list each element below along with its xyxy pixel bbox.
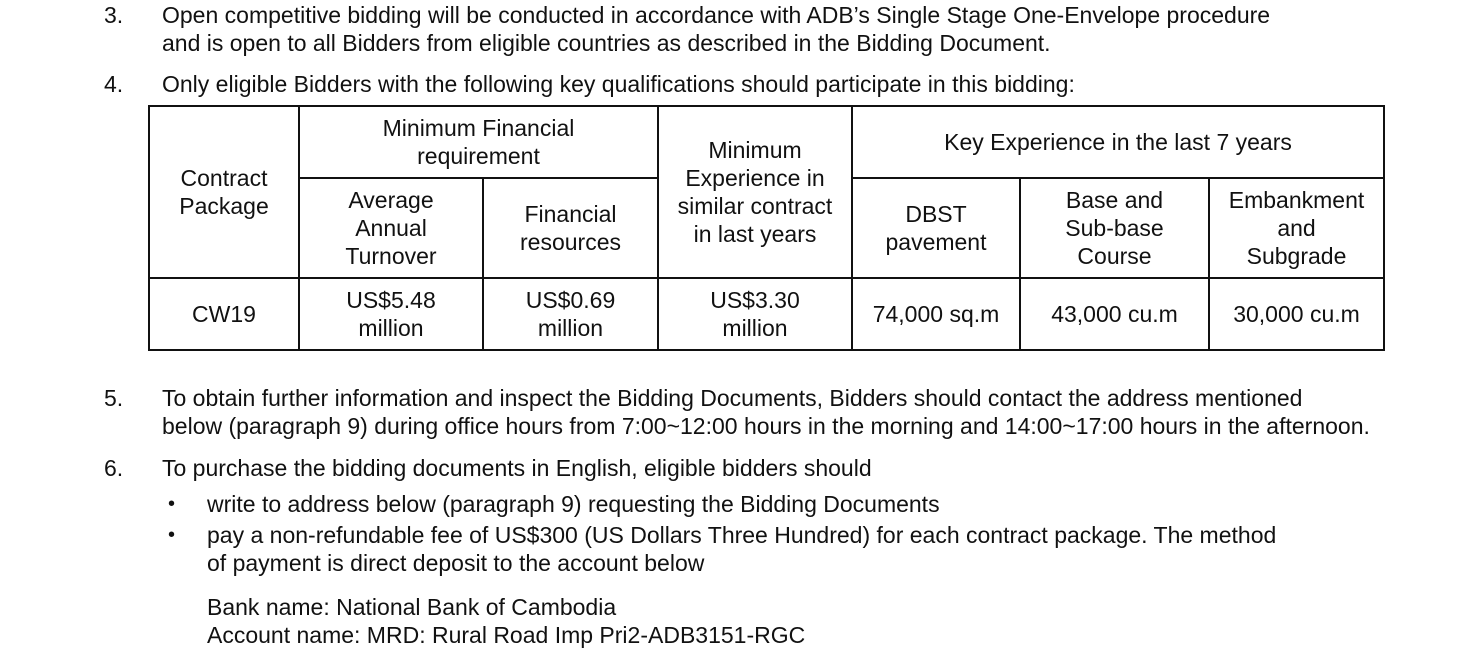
header-base-and-sub-base-course: Base and Sub-base Course [1020, 178, 1209, 278]
bullet-2-text-line-2: of payment is direct deposit to the account below [207, 550, 705, 576]
qualification-table [148, 105, 1385, 351]
item-5-text-line-1: To obtain further information and inspect the Bidding Documents, Bidders should contact the address mentioned [162, 385, 1303, 411]
item-4-text: Only eligible Bidders with the following key qualifications should participate in this bidding: [162, 71, 1075, 97]
header-minimum-financial-requirement: Minimum Financial requirement [299, 106, 658, 178]
item-3-number: 3. [104, 2, 124, 28]
header-dbst-pavement: DBST pavement [852, 178, 1020, 278]
item-3-text-line-1: Open competitive bidding will be conducted in accordance with ADB’s Single Stage One-Envelope procedure [162, 2, 1271, 28]
bullet-1-text: write to address below (paragraph 9) requesting the Bidding Documents [207, 491, 940, 517]
cell-financial-resources: US$0.69 million [483, 278, 658, 350]
header-key-experience: Key Experience in the last 7 years [852, 106, 1384, 178]
bank-name: Bank name: National Bank of Cambodia [207, 594, 617, 620]
bullet-1-marker: • [168, 493, 176, 515]
bullet-2-text-line-1: pay a non-refundable fee of US$300 (US Dollars Three Hundred) for each contract package. The method [207, 522, 1277, 548]
header-contract-package: Contract Package [149, 106, 299, 278]
item-6-text: To purchase the bidding documents in English, eligible bidders should [162, 455, 872, 481]
header-average-annual-turnover: Average Annual Turnover [299, 178, 483, 278]
item-4-number: 4. [104, 71, 124, 97]
cell-average-annual-turnover: US$5.48 million [299, 278, 483, 350]
cell-dbst-pavement: 74,000 sq.m [852, 278, 1020, 350]
header-financial-resources: Financial resources [483, 178, 658, 278]
item-5-text-line-2: below (paragraph 9) during office hours from 7:00~12:00 hours in the morning and 14:00~17:00 hours in the afternoon. [162, 413, 1370, 439]
table-row [149, 278, 1384, 350]
cell-contract-package: CW19 [149, 278, 299, 350]
cell-base-and-sub-base-course: 43,000 cu.m [1020, 278, 1209, 350]
item-3-text-line-2: and is open to all Bidders from eligible countries as described in the Bidding Document. [162, 30, 1051, 56]
header-minimum-experience: Minimum Experience in similar contract in last years [658, 106, 852, 278]
item-6-number: 6. [104, 455, 124, 481]
cell-embankment-and-subgrade: 30,000 cu.m [1209, 278, 1384, 350]
header-embankment-and-subgrade: Embankment and Subgrade [1209, 178, 1384, 278]
bullet-2-marker: • [168, 524, 176, 546]
account-name: Account name: MRD: Rural Road Imp Pri2-ADB3151-RGC [207, 622, 806, 648]
item-5-number: 5. [104, 385, 124, 411]
cell-minimum-experience: US$3.30 million [658, 278, 852, 350]
